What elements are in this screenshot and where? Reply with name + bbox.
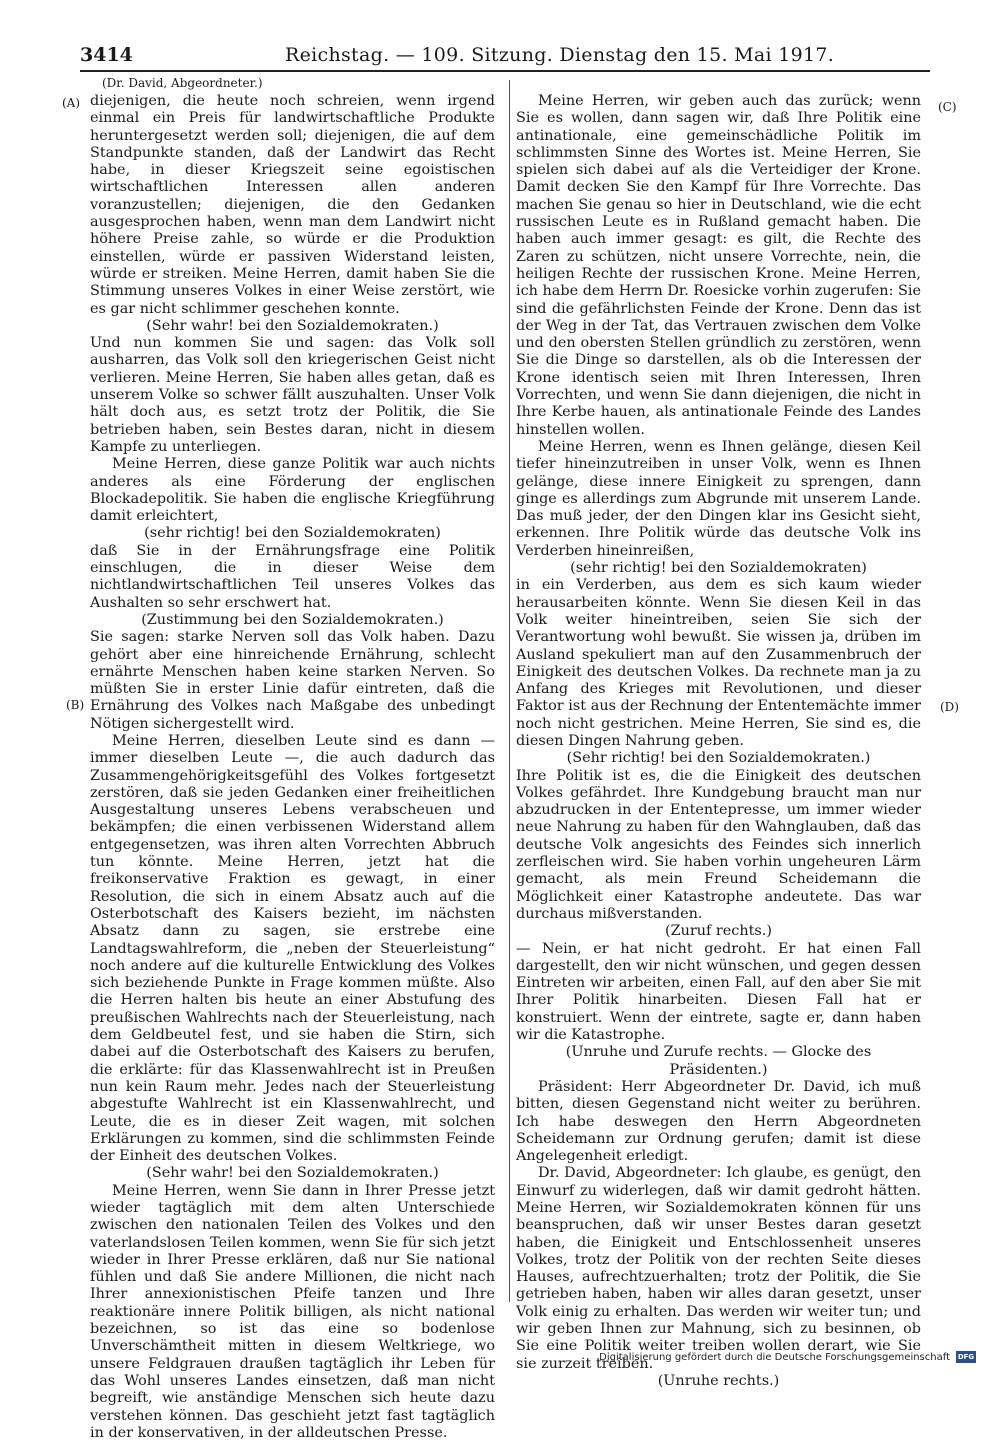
right-column [516,93,921,1390]
speaker-line: (Dr. David, Abgeordneter.) [102,76,263,90]
interjection: (Zustimmung bei den Sozialdemokraten.) [141,611,444,628]
page-title: Reichstag. — 109. Sitzung. Dienstag den 15. Mai 1917. [285,44,835,66]
footer-text: Digitalisierung gefördert durch die Deutsche Forschungsgemeinschaft [599,1351,950,1363]
interjection: (sehr richtig! bei den Sozialdemokraten) [144,525,441,542]
column-divider [509,80,510,1302]
interjection: (Sehr wahr! bei den Sozialdemokraten.) [146,1165,439,1182]
page-header [80,44,930,72]
paragraph: Ihre Politik ist es, die die Einigkeit des deutschen Volkes gefährdet. Ihre Kundgebung braucht man nur abzudrucken in der Ententepresse, um immer wieder neue Nahrung zu haben für den Wahnglauben, daß das deutsche Volk angesichts des Feindes sich innerlich zerfleischen wird. Sie haben vorhin ungeheuren Lärm gemacht, als mein Freund Scheidemann die Möglichkeit einer Katastrophe andeutete. Das war durchaus mißverstanden. [516,767,921,922]
interjection: (Unruhe und Zurufe rechts. — Glocke des Präsidenten.) [565,1044,872,1078]
left-column [90,93,495,1442]
paragraph: Dr. David, Abgeordneter: Ich glaube, es genügt, den Einwurf zu widerlegen, daß wir damit gedroht hätten. Meine Herren, wir Sozialdemokraten können für uns beanspruchen, daß wir unser Bestes daran gesetzt haben, die Einigkeit und Entschlossenheit unseres Volkes, trotz der Politik von der rechten Seite dieses Hauses, aufrechtzuerhalten; trotz der Politik, die Sie getrieben haben, haben wir alles daran gesetzt, unser Volk einig zu erhalten. Das werden wir weiter tun; und wir geben Ihnen zur Mahnung, sich zu besinnen, ob Sie eine Politik weiter treiben wollen derart, wie Sie sie zurzeit treiben. [516,1165,921,1372]
paragraph: — Nein, er hat nicht gedroht. Er hat einen Fall dargestellt, den wir nicht wünschen, und gegen dessen Eintreten wir arbeiten, einen Fall, auf den aber Sie mit Ihrer Politik hinarbeiten. Diesen Fall hat er konstruiert. Wenn der eintrete, sagte er, dann haben wir die Katastrophe. [516,940,921,1044]
interjection: (Zuruf rechts.) [664,923,772,940]
interjection: (Sehr wahr! bei den Sozialdemokraten.) [146,317,439,334]
interjection: (Sehr richtig! bei den Sozialdemokraten.) [566,750,871,767]
paragraph: Meine Herren, diese ganze Politik war auch nichts anderes als eine Förderung der englischen Blockadepolitik. Sie haben die englische Kriegführung damit erleichtert, [90,456,495,525]
paragraph: Und nun kommen Sie und sagen: das Volk soll ausharren, das Volk soll den kriegerischen Geist nicht verlieren. Meine Herren, Sie haben alles getan, daß es unserem Volke so schwer fällt auszuhalten. Unser Volk hält doch aus, es setzt trotz der Politik, die Sie betrieben haben, sein Bestes daran, nicht in diesem Kampfe zu unterliegen. [90,335,495,455]
paragraph: Sie sagen: starke Nerven soll das Volk haben. Dazu gehört aber eine hinreichende Ernährung, schlecht ernährte Menschen haben keine starken Nerven. So müßten Sie in erster Linie dafür eintreten, daß die Ernährung des Volkes nach Maßgabe des unbedingt Nötigen sichergestellt wird. [90,629,495,732]
margin-letter-a: (A) [62,96,81,110]
interjection: (sehr richtig! bei den Sozialdemokraten) [570,560,867,577]
paragraph: Meine Herren, dieselben Leute sind es dann — immer dieselben Leute —, die auch dadurch das Zusammengehörigkeitsgefühl des Volkes fortgesetzt zerstören, daß sie jeden Gedanken einer freiheitlichen Ausgestaltung unseres Lebens verabscheuen und bekämpfen; die einen verbissenen Widerstand allem entgegensetzen, was ihren alten Vorrechten Abbruch tun könnte. Meine Herren, jetzt hat die freikonservative Fraktion es gewagt, in einer Resolution, die sich in einem Absatz auch auf die Osterbotschaft des Kaisers bezieht, im nächsten Absatz dann zu sagen, sie erstrebe eine Landtagswahlreform, die „neben der Steuerleistung“ noch andere auf die kulturelle Entwicklung des Volkes sich beziehende Punkte in Frage kommen müßte. Also die Herren halten bis heute an einer Abstufung des preußischen Wahlrechts nach der Steuerleistung, nach dem Geldbeutel fest, und sie haben die Stirn, sich dabei auf die Osterbotschaft des Kaisers zu berufen, die erklärte: für das Klassenwahlrecht ist in Preußen nun kein Raum mehr. Jedes nach der Steuerleistung abgestufte Wahlrecht ist ein Klassenwahlrecht, und Leute, die es in dieser Zeit wagen, mit solchen Erklärungen zu kommen, sind die schlimmsten Feinde der Einheit des deutschen Volkes. [90,732,495,1165]
dfg-logo-icon: DFG [957,1353,975,1361]
margin-letter-b: (B) [66,698,85,712]
paragraph: daß Sie in der Ernährungsfrage eine Politik einschlugen, die in dieser Weise dem nichtlandwirtschaftlichen Teil unseres Volkes das Aushalten so sehr erschwert hat. [90,542,495,611]
paragraph: Präsident: Herr Abgeordneter Dr. David, ich muß bitten, diesen Gegenstand nicht weiter zu berühren. Ich habe deswegen den Herrn Abgeordneten Scheidemann zur Ordnung gerufen; damit ist diese Angelegenheit erledigt. [516,1078,921,1165]
paragraph: Meine Herren, wenn es Ihnen gelänge, diesen Keil tiefer hineinzutreiben in unser Volk, wenn es Ihnen gelänge, diese innere Einigkeit zu sprengen, dann ginge es allerdings zum Abgrunde mit unserem Lande. Das muß jeder, der den Dingen klar ins Gesicht sieht, erkennen. Ihre Politik würde das deutsche Volk ins Verderben hineinreißen, [516,438,921,559]
paragraph: in ein Verderben, aus dem es sich kaum wieder herausarbeiten könnte. Wenn Sie diesen Keil in das Volk weiter hineintreiben, seien Sie sich der Verantwortung wohl bewußt. Sie wissen ja, drüben im Ausland spekuliert man auf den Zusammenbruch der Einigkeit des deutschen Volkes. Da rechnete man ja zu Anfang des Krieges mit Revolutionen, und dieser Faktor ist aus der Rechnung der Ententemächte immer noch nicht gestrichen. Meine Herren, Sie sind es, die diesen Dingen Nahrung geben. [516,577,921,749]
page-number: 3414 [80,44,133,66]
footer [599,1351,976,1363]
margin-letter-d: (D) [940,700,959,714]
interjection: (Unruhe rechts.) [657,1372,780,1389]
margin-letter-c: (C) [938,100,957,114]
paragraph: Meine Herren, wenn Sie dann in Ihrer Presse jetzt wieder tagtäglich mit dem alten Unterschiede zwischen den nationalen Teilen des Volkes und den vaterlandslosen Teilen kommen, wenn Sie für sich jetzt wieder in Ihrer Presse erklären, daß nur Sie national fühlen und daß Sie andere Millionen, die nicht nach Ihrer annexionistischen Pfeife tanzen und Ihre reaktionäre innere Politik billigen, als nicht national bezeichnen, so ist das eine so bodenlose Unverschämtheit mitten in diesem Weltkriege, wo unsere Feldgrauen draußen tagtäglich ihr Leben für das Wohl unseres Landes einsetzen, daß man nicht begreift, wie anständige Menschen sich heute dazu verstehen können. Das geschieht jetzt fast tagtäglich in der konservativen, in der alldeutschen Presse. [90,1182,495,1441]
paragraph: Meine Herren, wir geben auch das zurück; wenn Sie es wollen, dann sagen wir, daß Ihre Politik eine antinationale, eine gemeinschädliche Politik im schlimmsten Sinne des Wortes ist. Meine Herren, Sie spielen sich dabei auf als die Verteidiger der Krone. Damit decken Sie den Kampf für Ihre Vorrechte. Das machen Sie genau so hier in Deutschland, wie die echt russischen Leute es in Rußland gemacht haben. Die haben auch immer gesagt: es gilt, die Rechte des Zaren zu schützen, nicht unsere Vorrechte, nein, die heiligen Rechte der russischen Krone. Meine Herren, ich habe dem Herrn Dr. Roesicke vorhin zugerufen: Sie sind die gefährlichsten Feinde der Krone. Denn das ist der Weg in der Tat, das Vertrauen zwischen dem Volke und den obersten Stellen gründlich zu zerstören, wenn Sie die Dinge so darstellen, als ob die Interessen der Krone identisch seien mit Ihren Interessen, Ihren Vorrechten, und wenn Sie dann diejenigen, die nicht in Ihre Kerbe hauen, als antinationale Feinde des Landes hinstellen wollen. [516,93,921,438]
paragraph: diejenigen, die heute noch schreien, wenn irgend einmal ein Preis für landwirtschaftliche Produkte heruntergesetzt werden soll; diejenigen, die auf dem Standpunkte standen, daß der Landwirt das Recht habe, in dieser Kriegszeit seine egoistischen wirtschaftlichen Interessen allen anderen voranzustellen; diejenigen, die den Gedanken ausgesprochen haben, wenn man dem Landwirt nicht höhere Preise zahle, so würde er die Produktion einstellen, würde er passiven Widerstand leisten, würde er streiken. Meine Herren, damit haben Sie die Stimmung unseres Volkes in einer Weise zerstört, wie es gar nicht schlimmer geschehen konnte. [90,93,495,317]
